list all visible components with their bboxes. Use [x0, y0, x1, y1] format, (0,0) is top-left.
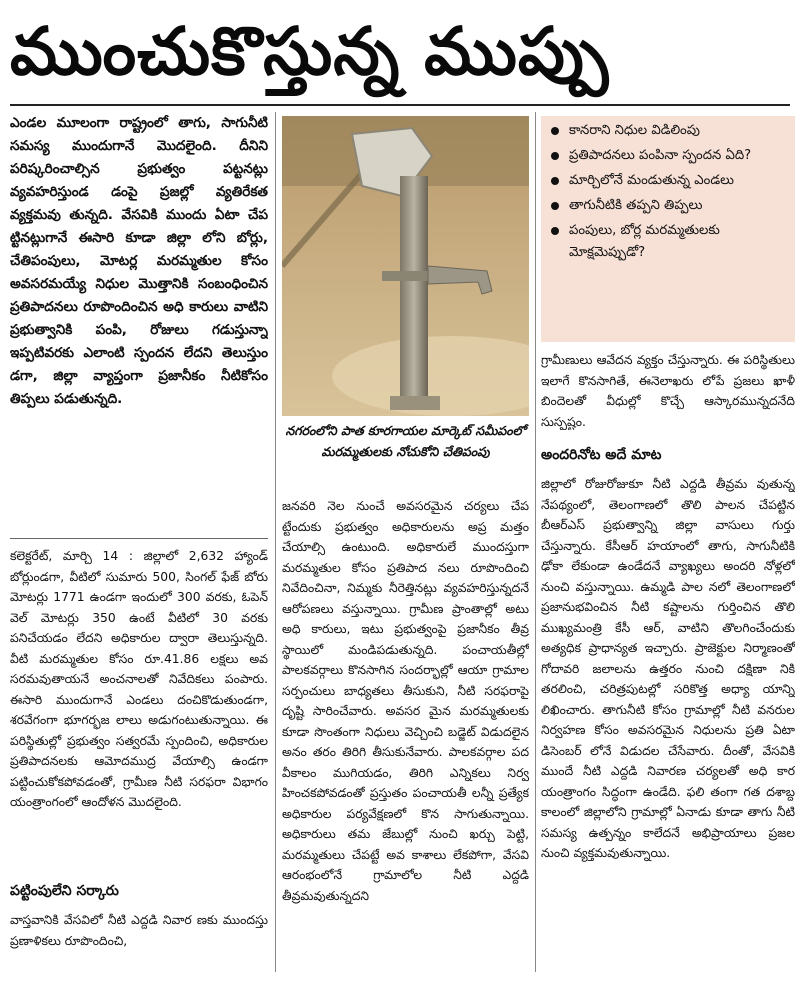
column3-body-top — [541, 350, 795, 430]
column1-body2-text: వాస్తవానికి వేసవిలో నీటి ఎద్దడి నివార ణకు ముందస్తు ప్రణాళికలు రూపొందించి, — [10, 913, 268, 948]
column2-body-text: జనవరి నెల నుంచే అవసరమైన చర్యలు చేప ట్టేందుకు ప్రభుత్వం అధికారులను అప్ర మత్తం చేయాల్సి ఉంటుంది. అధికారులే ముందస్తుగా మరమ్మతుల కోసం ప్రతిపాద నలు రూపొందించి నివేదించినా, నిమ్మకు నీరెత్తినట్లు వ్యవహరిస్తున్నదనే ఆరోపణలు వస్తున్నాయి. గ్రామీణ ప్రాంతాల్లో అటు అధి కారులు, ఇటు ప్రభుత్వంపై ప్రజానీకం తీవ్ర స్థాయిలో మండిపడుతున్నది. పంచాయతీల్లో పాలకవర్గాలు కొనసాగిన సందర్భాల్లో ఆయా గ్రామాల సర్పంచులు బాధ్యతలు తీసుకుని, నీటి సరఫరాపై దృష్టి సారించేవారు. అవసర మైన మరమ్మతులకు కూడా సొంతంగా నిధులు వెచ్చించి బడ్జెట్ విడుదలైన అనం తరం తిరిగి తీసుకునేవారు. పాలకవర్గాల పద వీకాలం ముగియడం, తిరిగి ఎన్నికలు నిర్వ హించకపోవడంతో ప్రస్తుతం పంచాయతీ లన్నీ ప్రత్యేక అధికారుల పర్యవేక్షణలో కొన సాగుతున్నాయి. అధికారులు తమ జేబుల్లో నుంచి ఖర్చు పెట్టి, మరమ్మతులు చేపట్టే అవ కాశాలు లేకపోగా, వేసవి ఆరంభంలోనే గ్రామాలోల నీటి ఎద్దడి తీవ్రమవుతున్నదని — [282, 499, 529, 903]
highlight-item — [551, 145, 787, 167]
column3-body-text: జిల్లాలో రోజురోజుకూ నీటి ఎద్దడి తీవ్రమ వుతున్న నేపథ్యంలో, తెలంగాణలో తొలి పాలన చేపట్టిన బీఆర్ఎస్ ప్రభుత్వాన్ని జిల్లా వాసులు గుర్తు చేస్తున్నారు. కేసీఆర్ హయాంలో తాగు, సాగునీటికి ఢోకా లేకుండా ఉండేదనే వ్యాఖ్యలు అందరి నోళ్లలో నుంచి వస్తున్నాయి. ఉమ్మడి పాల నలో తెలంగాణలో ప్రజానుభవించిన నీటి కష్టాలను గుర్తించిన తొలి ముఖ్యమంత్రి కేసీ ఆర్, వాటిని తొలగించేందుకు అత్యధిక ప్రాధాన్యత ఇచ్చారు. ప్రాజెక్టుల నిర్మాణంతో గోదావరి జలాలను ఉత్తరం నుంచి దక్షిణా నికి తరలించి, చరిత్రపుటల్లో సరికొత్త అధ్యా యాన్ని లిఖించారు. తాగునీటి కోసం గ్రామాల్లో నీటి వనరుల నిర్వహణ కోసం అవసరమైన నిధులను ప్రతి ఏటా డిసెంబర్ లోనే విడుదల చేసేవారు. దీంతో, వేసవికి ముందే నీటి ఎద్దడి నివారణ చర్యలతో అధి కార యంత్రాంగం సిద్ధంగా ఉండేది. ఫలి తంగా గత దశాబ్ద కాలంలో జిల్లాలోని గ్రామాల్లో ఏనాడు కూడా తాగు నీటి సమస్య ఉత్పన్నం కాలేదనే అభిప్రాయాలు ప్రజల నుంచి వ్యక్తమవుతున్నాయి. — [541, 477, 795, 860]
intro-text: ఎండల మూలంగా రాష్ట్రంలో తాగు, సాగునీటి సమస్య ముందుగానే మొదలైంది. దీనిని పరిష్కరించాల్సిన ప్రభుత్వం పట్టనట్లు వ్యవహరిస్తుండ డంపై ప్రజల్లో వ్యతిరేకత వ్యక్తమవు తున్నది. వేసవికి ముందు ఏటా చేప ట్టినట్లుగానే ఈసారి కూడా జిల్లా లోని బోర్లు, చేతిపంపులు, మోటర్ల మరమ్మతుల కోసం అవసరమయ్యే నిధుల మొత్తానికి సంబంధించిన ప్రతిపాదనలు రూపొందించిన అధి కారులు వాటిని ప్రభుత్వానికి పంపి, రోజులు గడుస్తున్నా ఇప్పటివరకు ఎలాంటి స్పందన లేదని తెలుస్తుం డగా, జిల్లా వ్యాప్తంగా ప్రజానీకం నీటికోసం తిప్పలు పడుతున్నది. — [10, 115, 268, 407]
bullet-icon — [551, 202, 559, 210]
column2-body — [282, 496, 529, 972]
subhead-sarkaru: పట్టింపులేని సర్కారు — [10, 883, 119, 899]
highlight-item — [551, 195, 787, 217]
highlights-list — [551, 120, 787, 264]
column-divider-1 — [275, 112, 276, 972]
photo-caption: నగరంలోని పాత కూరగాయల మార్కెట్ సమీపంలో మరమ్మతులకు నోచుకోని చేతిపంపు — [285, 423, 526, 459]
column3-body-top-text: గ్రామీణులు ఆవేదన వ్యక్తం చేస్తున్నారు. ఈ పరిస్థితులు ఇలాగే కొనసాగితే, ఈనెలాఖరు లోపే ప్రజలు ఖాళీ బిందెలతో వీధుల్లో కొచ్చే ఆస్కారమున్నదనేది సుస్పష్టం. — [541, 353, 795, 429]
column3-body — [541, 474, 795, 972]
column-divider-2 — [535, 112, 536, 972]
handpump-photo — [282, 116, 529, 416]
highlight-text: కానరాని నిధుల విడిలింపు — [569, 123, 700, 138]
highlights-box — [541, 116, 795, 342]
bullet-icon — [551, 152, 559, 160]
bullet-icon — [551, 177, 559, 185]
highlight-item — [551, 120, 787, 142]
subhead-andarinota: అందరినోట అదే మాట — [541, 447, 662, 463]
highlight-text: మార్చిలోనే మండుతున్న ఎండలు — [569, 173, 734, 188]
column1-body-text: కలెక్టరేట్, మార్చి 14 : జిల్లాలో 2,632 హ్యాండ్ బోర్లుండగా, వీటిలో సుమారు 500, సింగల్ ఫేజ్ బోరు మోటర్లు 1771 ఉండగా ఇందులో 300 వరకు, ఓపెన్ వెల్ మోటర్లు 350 ఉంటే వీటిలో 30 వరకు పనిచేయడం లేదని అధికారుల ద్వారా తెలుస్తున్నది. వీటి మరమ్మతుల కోసం రూ.41.86 లక్షలు అవ సరమవుతాయనే అంచనాలతో నివేదికలు పంపారు. ఈసారి ముందుగానే ఎండలు దంచికొడుతుండగా, శరవేగంగా భూగర్భజ లాలు అడుగంటుతున్నాయి. ఈ పరిస్థితుల్లో ప్రభుత్వం సత్వరమే స్పందించి, అధికారుల ప్రతిపాదనలకు ఆమోదముద్ర వేయాల్సి ఉండగా పట్టించుకోకపోవడంతో, గ్రామీణ నీటి సరఫరా విభాగం యంత్రాంగంలో ఆందోళన మొదలైంది. — [10, 549, 268, 809]
highlight-item — [551, 220, 787, 264]
column1-body — [10, 546, 268, 866]
highlight-text: తాగునీటికి తప్పని తిప్పలు — [569, 198, 703, 213]
intro-paragraph — [10, 112, 268, 532]
bullet-icon — [551, 227, 559, 235]
handpump-illustration — [282, 116, 529, 416]
highlight-text: ప్రతిపాదనలు పంపినా స్పందన ఏది? — [569, 148, 752, 163]
headline: ముంచుకొస్తున్న ముప్పు — [10, 13, 610, 90]
highlight-item — [551, 170, 787, 192]
headline-divider — [10, 104, 790, 106]
column1-body-continued — [10, 910, 268, 970]
highlight-text: పంపులు, బోర్ల మరమ్మతులకు మోక్షమెప్పుడో? — [569, 223, 720, 260]
bullet-icon — [551, 127, 559, 135]
intro-divider — [10, 538, 268, 539]
